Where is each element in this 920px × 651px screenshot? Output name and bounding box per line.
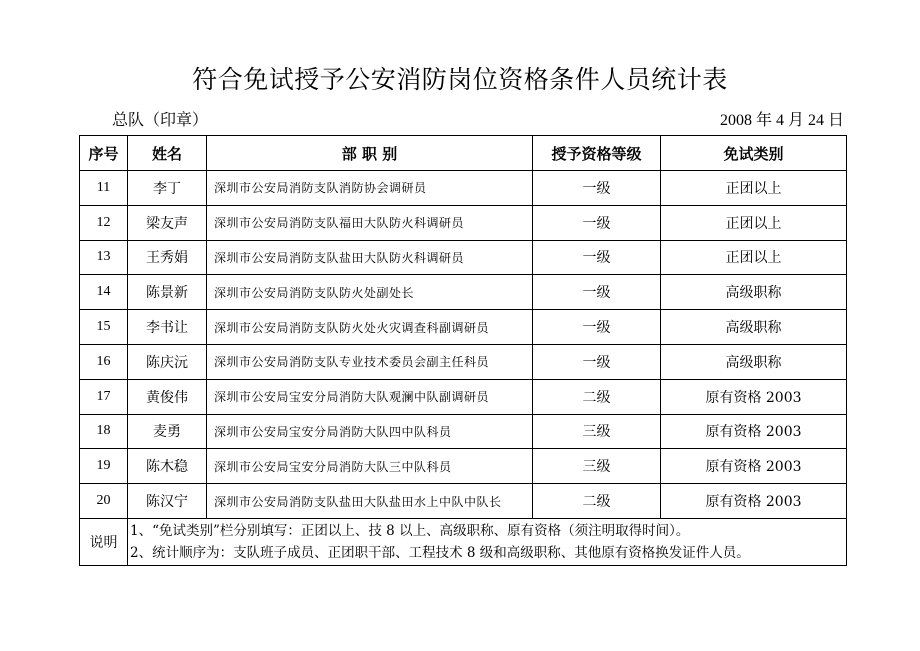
- table-row: [80, 310, 847, 345]
- cell-seq: 13: [80, 240, 128, 275]
- table-row: [80, 344, 847, 379]
- table-row: [80, 414, 847, 449]
- cell-name: 王秀娟: [128, 240, 207, 275]
- cell-grade: 一级: [533, 205, 661, 240]
- cell-seq: 18: [80, 414, 128, 449]
- cell-name: 李丁: [128, 171, 207, 206]
- cell-name: 黄俊伟: [128, 379, 207, 414]
- cell-dept: 深圳市公安局消防支队盐田大队盐田水上中队中队长: [207, 484, 533, 519]
- notes-label: 说明: [80, 518, 128, 565]
- cell-category: 原有资格 2003: [661, 449, 847, 484]
- header-seq: 序号: [80, 136, 128, 171]
- header-grade: 授予资格等级: [533, 136, 661, 171]
- cell-dept: 深圳市公安局消防支队防火处副处长: [207, 275, 533, 310]
- table-row: [80, 275, 847, 310]
- cell-grade: 一级: [533, 310, 661, 345]
- table-row: [80, 205, 847, 240]
- table-row: [80, 449, 847, 484]
- cell-name: 陈庆沅: [128, 344, 207, 379]
- header-name: 姓名: [128, 136, 207, 171]
- cell-dept: 深圳市公安局宝安分局消防大队四中队科员: [207, 414, 533, 449]
- note-line-1: 1、“免试类别”栏分别填写：正团以上、技 8 以上、高级职称、原有资格（须注明取得时间）。: [130, 522, 690, 539]
- cell-category: 高级职称: [661, 310, 847, 345]
- cell-seq: 14: [80, 275, 128, 310]
- table-row: [80, 484, 847, 519]
- unit-label: 总队（印章）: [112, 110, 209, 129]
- notes-text: [128, 518, 847, 565]
- cell-grade: 三级: [533, 414, 661, 449]
- cell-grade: 一级: [533, 344, 661, 379]
- personnel-table: [79, 135, 847, 566]
- cell-category: 原有资格 2003: [661, 414, 847, 449]
- cell-grade: 二级: [533, 379, 661, 414]
- table-header-row: [80, 136, 847, 171]
- cell-category: 正团以上: [661, 240, 847, 275]
- cell-dept: 深圳市公安局消防支队福田大队防火科调研员: [207, 205, 533, 240]
- cell-name: 陈景新: [128, 275, 207, 310]
- cell-dept: 深圳市公安局消防支队盐田大队防火科调研员: [207, 240, 533, 275]
- cell-grade: 二级: [533, 484, 661, 519]
- cell-category: 原有资格 2003: [661, 379, 847, 414]
- header-dept: 部 职 别: [207, 136, 533, 171]
- cell-seq: 12: [80, 205, 128, 240]
- notes-row: [80, 518, 847, 565]
- cell-dept: 深圳市公安局宝安分局消防大队观澜中队副调研员: [207, 379, 533, 414]
- document-date: 2008 年 4 月 24 日: [719, 112, 844, 129]
- cell-name: 陈木稳: [128, 449, 207, 484]
- cell-dept: 深圳市公安局消防支队防火处火灾调查科副调研员: [207, 310, 533, 345]
- cell-category: 正团以上: [661, 205, 847, 240]
- cell-grade: 三级: [533, 449, 661, 484]
- cell-dept: 深圳市公安局消防支队专业技术委员会副主任科员: [207, 344, 533, 379]
- cell-name: 麦勇: [128, 414, 207, 449]
- cell-seq: 20: [80, 484, 128, 519]
- cell-grade: 一级: [533, 171, 661, 206]
- table-row: [80, 171, 847, 206]
- cell-grade: 一级: [533, 240, 661, 275]
- cell-seq: 17: [80, 379, 128, 414]
- cell-category: 高级职称: [661, 344, 847, 379]
- cell-name: 梁友声: [128, 205, 207, 240]
- cell-dept: 深圳市公安局宝安分局消防大队三中队科员: [207, 449, 533, 484]
- cell-grade: 一级: [533, 275, 661, 310]
- cell-seq: 19: [80, 449, 128, 484]
- document-title: 符合免试授予公安消防岗位资格条件人员统计表: [192, 65, 728, 94]
- cell-name: 李书让: [128, 310, 207, 345]
- cell-seq: 15: [80, 310, 128, 345]
- cell-category: 正团以上: [661, 171, 847, 206]
- header-category: 免试类别: [661, 136, 847, 171]
- table-row: [80, 379, 847, 414]
- cell-dept: 深圳市公安局消防支队消防协会调研员: [207, 171, 533, 206]
- note-line-2: 2、统计顺序为：支队班子成员、正团职干部、工程技术 8 级和高级职称、其他原有资格换发证件人员。: [130, 544, 750, 561]
- cell-category: 高级职称: [661, 275, 847, 310]
- cell-category: 原有资格 2003: [661, 484, 847, 519]
- cell-seq: 11: [80, 171, 128, 206]
- cell-name: 陈汉宁: [128, 484, 207, 519]
- table-row: [80, 240, 847, 275]
- cell-seq: 16: [80, 344, 128, 379]
